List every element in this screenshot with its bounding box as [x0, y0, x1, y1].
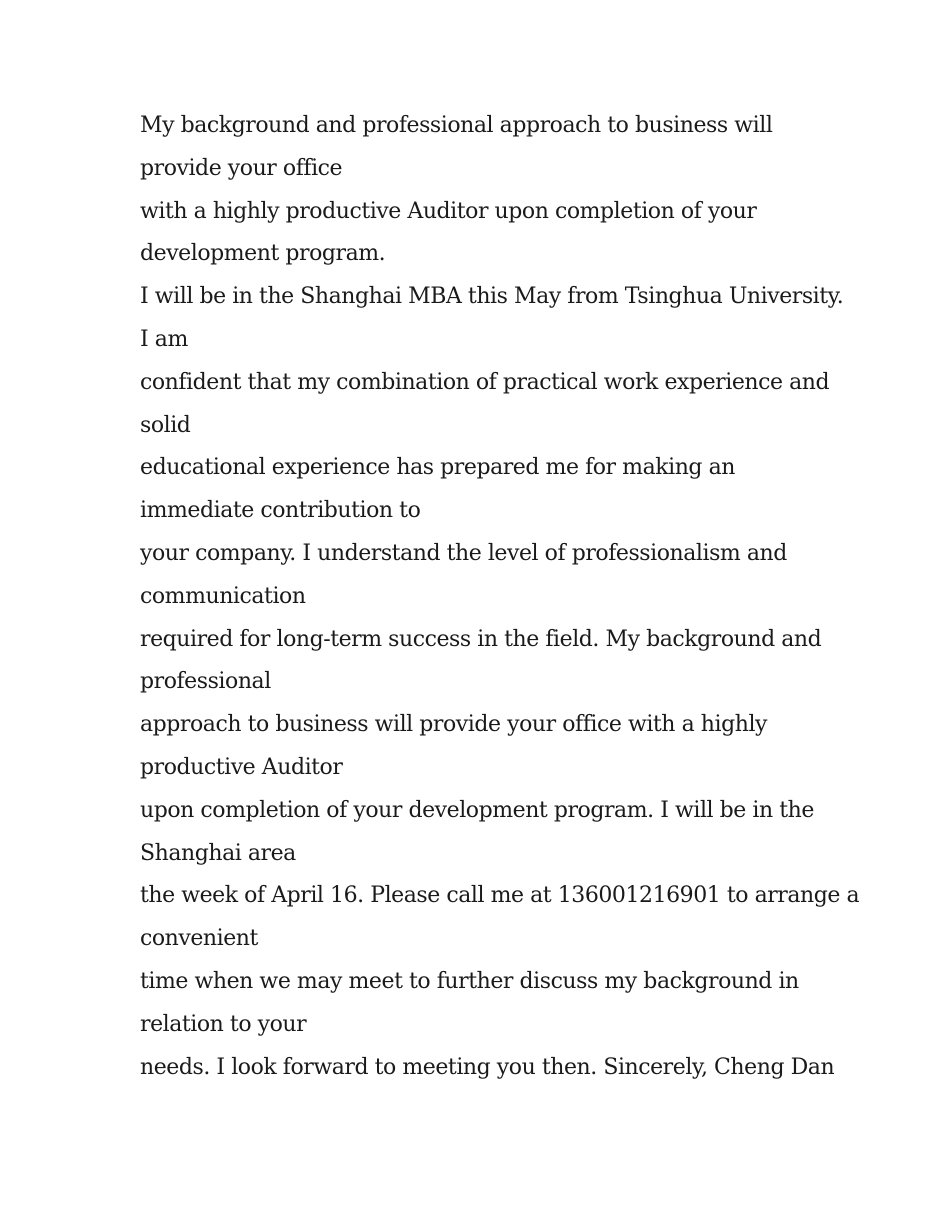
text-line: needs. I look forward to meeting you then. Sincerely, Cheng Dan	[140, 1054, 835, 1080]
text-line: immediate contribution to	[140, 498, 421, 524]
text-line: solid	[140, 412, 191, 438]
text-line: professional	[140, 669, 271, 695]
text-line: relation to your	[140, 1011, 307, 1037]
text-line: convenient	[140, 926, 258, 952]
text-line: your company. I understand the level of professionalism and	[140, 540, 787, 566]
text-line: development program.	[140, 241, 386, 267]
text-line: productive Auditor	[140, 754, 343, 780]
text-line: I will be in the Shanghai MBA this May from Tsinghua University.	[140, 284, 844, 310]
text-line: provide your office	[140, 155, 343, 181]
text-line: Shanghai area	[140, 840, 296, 866]
text-line: upon completion of your development program. I will be in the	[140, 797, 814, 823]
text-line: the week of April 16. Please call me at 136001216901 to arrange a	[140, 883, 860, 909]
text-line: communication	[140, 583, 306, 609]
letter-body	[140, 105, 860, 1089]
text-line: required for long-term success in the field. My background and	[140, 626, 822, 652]
text-line: confident that my combination of practical work experience and	[140, 369, 830, 395]
text-line: educational experience has prepared me for making an	[140, 455, 735, 481]
text-line: I am	[140, 326, 188, 352]
text-line: time when we may meet to further discuss my background in	[140, 968, 799, 994]
text-line: with a highly productive Auditor upon completion of your	[140, 198, 757, 224]
text-line: My background and professional approach to business will	[140, 113, 773, 138]
text-line: approach to business will provide your office with a highly	[140, 712, 768, 738]
